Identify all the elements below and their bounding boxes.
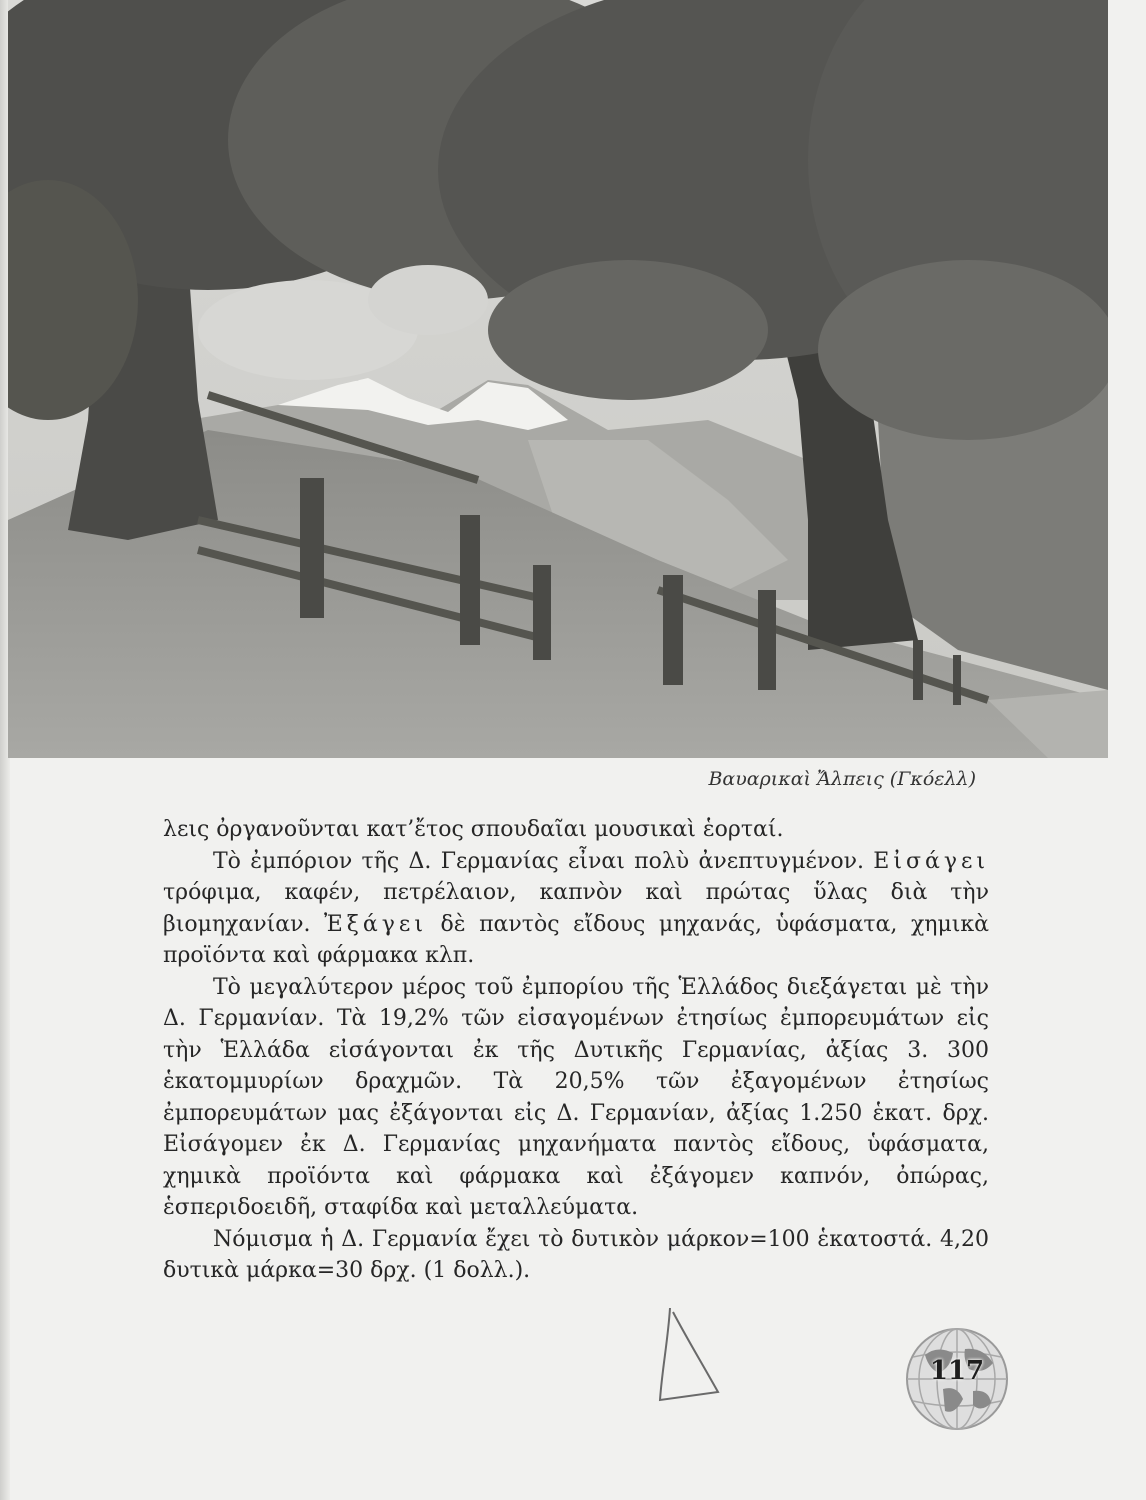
exports-emphasis: Ἐξάγει [324, 911, 427, 937]
imports-text: τρόφιμα, καφέν, πετρέλαιον, καπνὸν καὶ πρώτας ὕλας διὰ τὴν βιομηχανίαν. [163, 880, 989, 937]
alpine-landscape-illustration [8, 0, 1108, 758]
landscape-photo [8, 0, 1108, 758]
paragraph-trade [163, 846, 989, 972]
page-number: 117 [929, 1356, 985, 1386]
paragraph-currency: Νόμισμα ἡ Δ. Γερμανία ἔχει τὸ δυτικὸν μάρκον=100 ἑκατοστά. 4,20 δυτικὰ μάρκα=30 δρχ. (1 δολλ.). [163, 1226, 989, 1283]
imports-emphasis: Εἰσάγει [873, 848, 990, 874]
exports-text: δὲ παντὸς εἴδους μηχανάς, ὑφάσματα, χημικὰ προϊόντα καὶ φάρμακα κλπ. [163, 911, 989, 968]
paragraph-continuation: λεις ὀργανοῦνται κατ’ἔτος σπουδαῖαι μουσικαὶ ἑορταί. [163, 817, 784, 842]
paragraph-greece-trade: Τὸ μεγαλύτερον μέρος τοῦ ἐμπορίου τῆς Ἑλλάδος διεξάγεται μὲ τὴν Δ. Γερμανίαν. Τὰ 19,2% τῶν εἰσαγομένων ἐτησίως ἐμπορευμάτων εἰς τὴν Ἑλλάδα εἰσάγονται ἐκ τῆς Δυτικῆς Γερμανίας, ἀξίας 3. 300 ἑκατομμυρίων δραχμῶν. Τὰ 20,5% τῶν ἐξαγομένων ἐτησίως ἐμπορευμάτων μας ἐξάγονται εἰς Δ. Γερμανίαν, ἀξίας 1.250 ἑκατ. δρχ. Εἰσάγομεν ἐκ Δ. Γερμανίας μηχανήματα παντὸς εἴδους, ὑφάσματα, χημικὰ προϊόντα καὶ φάρμακα καὶ ἐξάγομεν καπνόν, ὀπώρας, ἑσπεριδοειδῆ, σταφίδα καὶ μεταλλεύματα. [163, 974, 989, 1220]
handwritten-delta-mark [640, 1300, 730, 1410]
photo-caption: Βαυαρικαὶ Ἄλπεις (Γκόελλ) [708, 768, 976, 790]
trade-intro-text: Τὸ ἐμπόριον τῆς Δ. Γερμανίας εἶναι πολὺ ἀνεπτυγμένον. [213, 848, 864, 874]
article-body [163, 814, 989, 1287]
